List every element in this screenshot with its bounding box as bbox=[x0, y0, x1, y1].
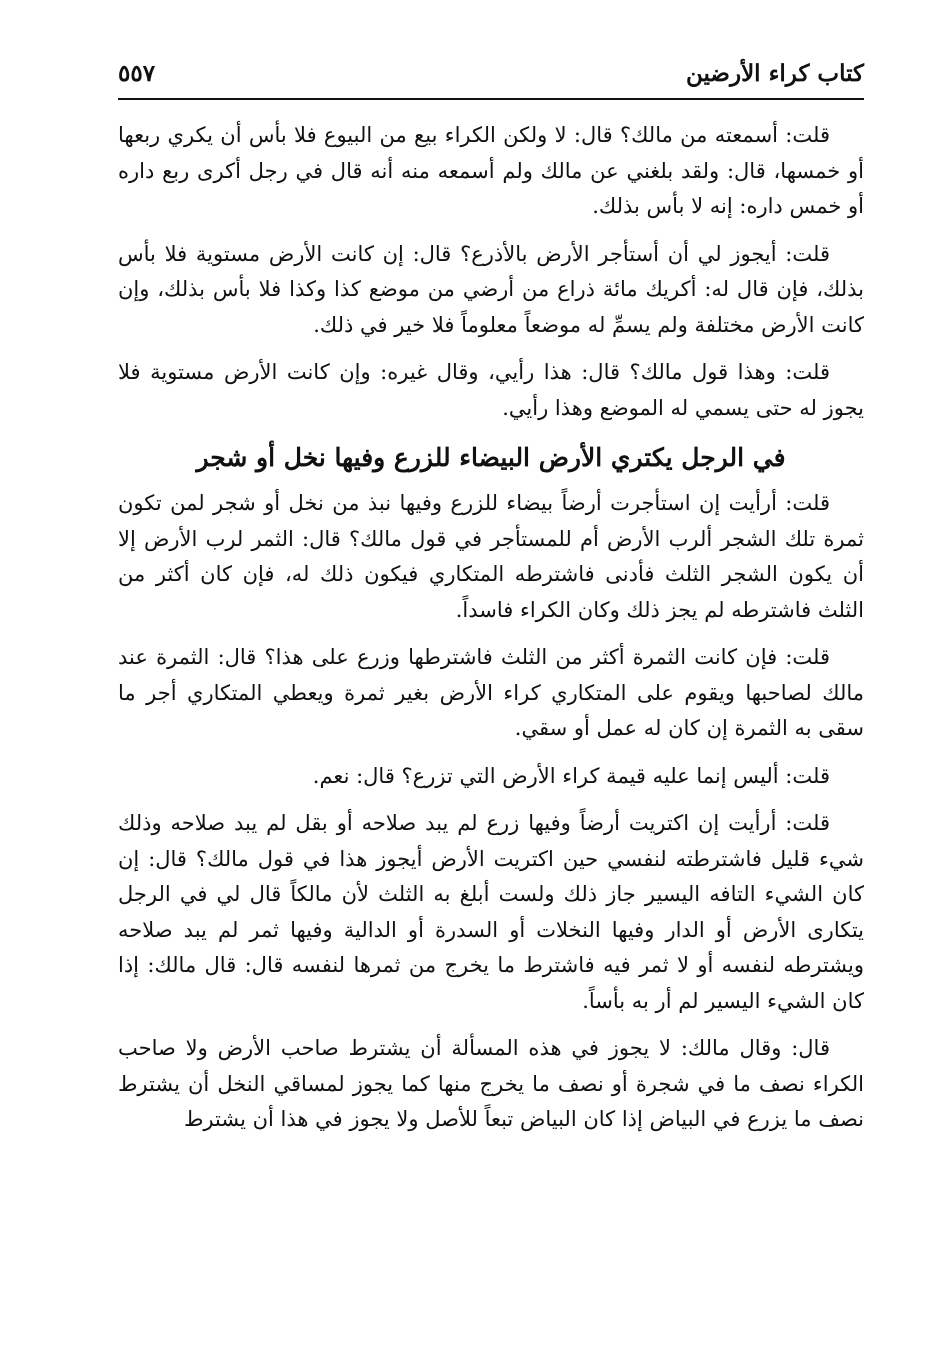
paragraph-5: قلت: فإن كانت الثمرة أكثر من الثلث فاشترطها وزرع على هذا؟ قال: الثمرة عند مالك لصاحبها ويقوم على المتكاري كراء الأرض بغير ثمرة ويعطي المتكاري أجر ما سقى به الثمرة إن كان له عمل أو سقي. bbox=[118, 645, 864, 740]
paragraph-1: قلت: أسمعته من مالك؟ قال: لا ولكن الكراء بيع من البيوع فلا بأس أن يكري ربعها أو خمسها، قال: ولقد بلغني عن مالك ولم أسمعه منه أنه قال في رجل أكرى ربع داره أو خمس داره: إنه لا بأس بذلك. bbox=[118, 123, 864, 218]
paragraph-2: قلت: أيجوز لي أن أستأجر الأرض بالأذرع؟ قال: إن كانت الأرض مستوية فلا بأس بذلك، فإن قال له: أكريك مائة ذراع من أرضي من موضع كذا وكذا فلا بأس بذلك، وإن كانت الأرض مختلفة ولم يسمِّ له موضعاً معلوماً فلا خير في ذلك. bbox=[118, 241, 864, 337]
paragraph-3: قلت: وهذا قول مالك؟ قال: هذا رأيي، وقال غيره: وإن كانت الأرض مستوية فلا يجوز له حتى يسمي له الموضع وهذا رأيي. bbox=[118, 360, 864, 420]
page-body bbox=[118, 118, 864, 1150]
paragraph-7: قلت: أرأيت إن اكتريت أرضاً وفيها زرع لم يبد صلاحه أو بقل لم يبد صلاحه وذلك شيء قليل فاشترطته لنفسي حين اكتريت الأرض أيجوز هذا في قول مالك؟ قال: إن كان الشيء التافه اليسير جاز ذلك ولست أبلغ به الثلث لأن مالكاً قال لي في الرجل يتكارى الأرض أو الدار وفيها النخلات أو السدرة أو الدالية وفيها ثمر لم يبد صلاحه ويشترطه لنفسه أو لا ثمر فيه فاشترط ما يخرج من ثمرها لنفسه قال: قال مالك: إذا كان الشيء اليسير لم أر به بأساً. bbox=[118, 811, 864, 1013]
paragraph-8: قال: وقال مالك: لا يجوز في هذه المسألة أن يشترط صاحب الأرض ولا صاحب الكراء نصف ما في شجرة أو نصف ما يخرج منها كما يجوز لمساقي النخل أن يشترط نصف ما يزرع في البياض إذا كان البياض تبعاً للأصل ولا يجوز في هذا أن يشترط bbox=[118, 1036, 864, 1131]
page-header bbox=[118, 56, 864, 100]
paragraph-4: قلت: أرأيت إن استأجرت أرضاً بيضاء للزرع وفيها نبذ من نخل أو شجر لمن تكون ثمرة تلك الشجر ألرب الأرض أم للمستأجر في قول مالك؟ قال: الثمر لرب الأرض إلا أن يكون الشجر الثلث فأدنى فاشترطه المتكاري فيكون ذلك له، فإن كان أكثر من الثلث فاشترطه لم يجز ذلك وكان الكراء فاسداً. bbox=[118, 491, 864, 622]
page-number: ٥٥٧ bbox=[118, 60, 156, 87]
running-title: كتاب كراء الأرضين bbox=[685, 60, 864, 87]
paragraph-6: قلت: أليس إنما عليه قيمة كراء الأرض التي تزرع؟ قال: نعم. bbox=[312, 763, 830, 788]
section-heading: في الرجل يكتري الأرض البيضاء للزرع وفيها نخل أو شجر bbox=[196, 443, 786, 472]
